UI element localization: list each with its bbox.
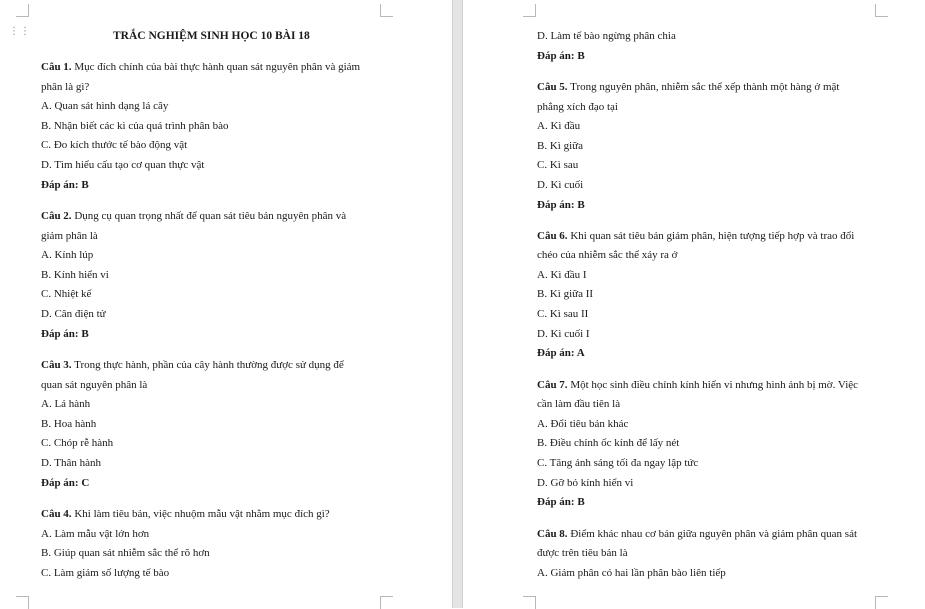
question-text: phẳng xích đạo tại <box>537 101 618 113</box>
question-text: Điểm khác nhau cơ bản giữa nguyên phân và giảm phân quan sát <box>570 528 858 540</box>
question-text: được trên tiêu bản là <box>537 547 628 559</box>
question-text: quan sát nguyên phân là <box>41 379 148 391</box>
question-number: Câu 5. <box>537 81 568 93</box>
question-7 <box>537 378 858 392</box>
document-page-left <box>0 0 452 608</box>
crop-mark <box>16 596 29 609</box>
question-number: Câu 7. <box>537 379 568 391</box>
answer-option: A. Giảm phân có hai lần phân bào liên tiếp <box>537 567 726 579</box>
answer-option: C. Chóp rễ hành <box>41 437 114 449</box>
answer-option: D. Cân điện tử <box>41 308 106 320</box>
question-text: Khi quan sát tiêu bản giảm phân, hiện tượng tiếp hợp và trao đổi <box>570 230 855 242</box>
answer-key: Đáp án: B <box>537 496 585 508</box>
answer-option: C. Đo kích thước tế bào động vật <box>41 139 188 151</box>
question-text: phân là gì? <box>41 81 90 93</box>
answer-option: A. Kính lúp <box>41 249 94 261</box>
answer-key: Đáp án: A <box>537 347 585 359</box>
crop-mark <box>523 596 536 609</box>
answer-option: A. Lá hành <box>41 398 91 410</box>
answer-option: D. Gỡ bỏ kính hiển vi <box>537 477 634 489</box>
answer-option: D. Thân hành <box>41 457 101 469</box>
answer-option: B. Giúp quan sát nhiễm sắc thể rõ hơn <box>41 547 210 559</box>
question-number: Câu 3. <box>41 359 72 371</box>
answer-option: C. Kì sau <box>537 159 579 171</box>
question-text: cần làm đầu tiên là <box>537 398 621 410</box>
drag-handle-icon[interactable]: ⋮⋮ <box>9 26 31 37</box>
question-text: Mục đích chính của bài thực hành quan sát nguyên phân và giảm <box>74 61 361 73</box>
question-number: Câu 1. <box>41 61 72 73</box>
question-1 <box>41 60 360 74</box>
question-number: Câu 6. <box>537 230 568 242</box>
answer-option: D. Kì cuối <box>537 179 584 191</box>
answer-key: Đáp án: B <box>41 328 89 340</box>
answer-option: A. Kì đầu <box>537 120 581 132</box>
answer-option: B. Kính hiển vi <box>41 269 109 281</box>
question-4 <box>41 507 330 521</box>
answer-option: D. Kì cuối I <box>537 328 590 340</box>
crop-mark <box>523 4 536 17</box>
answer-option: B. Điều chỉnh ốc kính để lấy nét <box>537 437 680 449</box>
question-text: Một học sinh điều chỉnh kính hiển vi nhưng hình ảnh bị mờ. Việc <box>570 379 859 391</box>
answer-option: C. Nhiệt kế <box>41 288 92 300</box>
question-text: Trong nguyên phân, nhiễm sắc thể xếp thành một hàng ở mặt <box>570 81 840 93</box>
question-text: Dụng cụ quan trọng nhất để quan sát tiêu bản nguyên phân và <box>74 210 347 222</box>
answer-key: Đáp án: C <box>41 477 90 489</box>
question-8 <box>537 527 857 541</box>
document-page-right <box>463 0 925 608</box>
question-number: Câu 4. <box>41 508 72 520</box>
page-gutter <box>452 0 463 608</box>
question-text: Trong thực hành, phần của cây hành thường được sử dụng để <box>74 359 344 371</box>
page-title: TRẮC NGHIỆM SINH HỌC 10 BÀI 18 <box>113 30 310 42</box>
answer-key: Đáp án: B <box>537 50 585 62</box>
answer-option: D. Tìm hiểu cấu tạo cơ quan thực vật <box>41 159 205 171</box>
answer-option: B. Kì giữa II <box>537 288 594 300</box>
answer-key: Đáp án: B <box>537 199 585 211</box>
answer-option: C. Kì sau II <box>537 308 589 320</box>
crop-mark <box>380 4 393 17</box>
answer-key: Đáp án: B <box>41 179 89 191</box>
answer-option: C. Làm giảm số lượng tế bào <box>41 567 170 579</box>
crop-mark <box>16 4 29 17</box>
answer-option: A. Đổi tiêu bản khác <box>537 418 629 430</box>
crop-mark <box>875 596 888 609</box>
question-text: Khi làm tiêu bản, việc nhuộm mẫu vật nhằm mục đích gì? <box>74 508 330 520</box>
answer-option: B. Kì giữa <box>537 140 583 152</box>
crop-mark <box>875 4 888 17</box>
question-3 <box>41 358 344 372</box>
answer-option: B. Hoa hành <box>41 418 97 430</box>
answer-option: A. Làm mẫu vật lớn hơn <box>41 528 150 540</box>
question-5 <box>537 80 840 94</box>
question-text: chéo của nhiễm sắc thể xảy ra ở <box>537 249 678 261</box>
question-number: Câu 2. <box>41 210 72 222</box>
answer-option: A. Kì đầu I <box>537 269 587 281</box>
answer-option: D. Làm tế bào ngừng phân chia <box>537 30 676 42</box>
answer-option: C. Tăng ánh sáng tối đa ngay lập tức <box>537 457 699 469</box>
crop-mark <box>380 596 393 609</box>
question-6 <box>537 229 854 243</box>
question-number: Câu 8. <box>537 528 568 540</box>
question-2 <box>41 209 346 223</box>
question-text: giảm phân là <box>41 230 98 242</box>
answer-option: A. Quan sát hình dạng lá cây <box>41 100 169 112</box>
answer-option: B. Nhận biết các kì của quá trình phân bào <box>41 120 229 132</box>
